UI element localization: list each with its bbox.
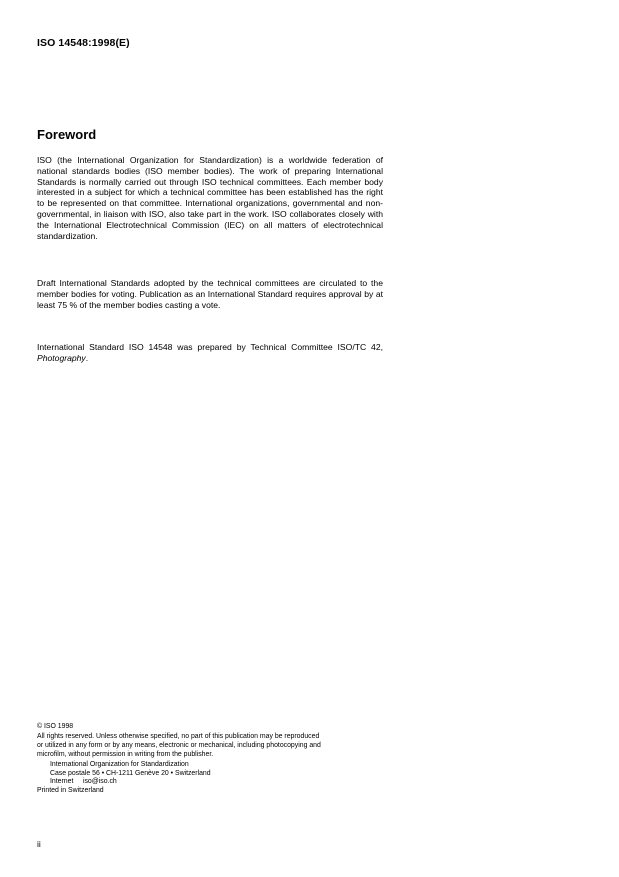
copyright-notice (37, 723, 387, 796)
copyright-line: © ISO 1998 (37, 723, 74, 730)
foreword-paragraph-2: Draft International Standards adopted by the technical committees are circulated to the member bodies for voting. Publication as an International Standard requires approval by at least 75 % of the member bodies casting a vote. (37, 278, 383, 310)
committee-title: Photography (37, 352, 86, 363)
organization-internet: Internet iso@iso.ch (50, 778, 117, 786)
document-identifier: ISO 14548:1998(E) (37, 37, 130, 49)
foreword-paragraph-1: ISO (the International Organization for Standardization) is a worldwide federation of national standards bodies (ISO member bodies). The work of preparing International Standards is normally carried out through ISO technical committees. Each member body interested in a subject for which a technical committee has been established has the right to be represented on that committee. International organizations, governmental and non-governmental, in liaison with ISO, also take part in the work. ISO collaborates closely with the International Electrotechnical Commission (IEC) on all matters of electrotechnical standardization. (37, 155, 383, 241)
paragraph-3-text: International Standard ISO 14548 was prepared by Technical Committee ISO/TC 42, (37, 342, 383, 352)
section-title: Foreword (37, 127, 97, 142)
organization-address: Case postale 56 • CH-1211 Genève 20 • Switzerland (50, 769, 211, 777)
organization-name: International Organization for Standardization (50, 760, 189, 768)
paragraph-3-end: . (85, 352, 89, 363)
rights-line-1: All rights reserved. Unless otherwise specified, no part of this publication may be reproduced (37, 732, 320, 740)
page-number: ii (37, 839, 41, 849)
rights-line-3: microfilm, without permission in writing from the publisher. (37, 750, 214, 758)
printed-in: Printed in Switzerland (37, 787, 104, 795)
rights-line-2: or utilized in any form or by any means, electronic or mechanical, including photocopying and (37, 741, 321, 749)
foreword-paragraph-3 (37, 342, 383, 364)
